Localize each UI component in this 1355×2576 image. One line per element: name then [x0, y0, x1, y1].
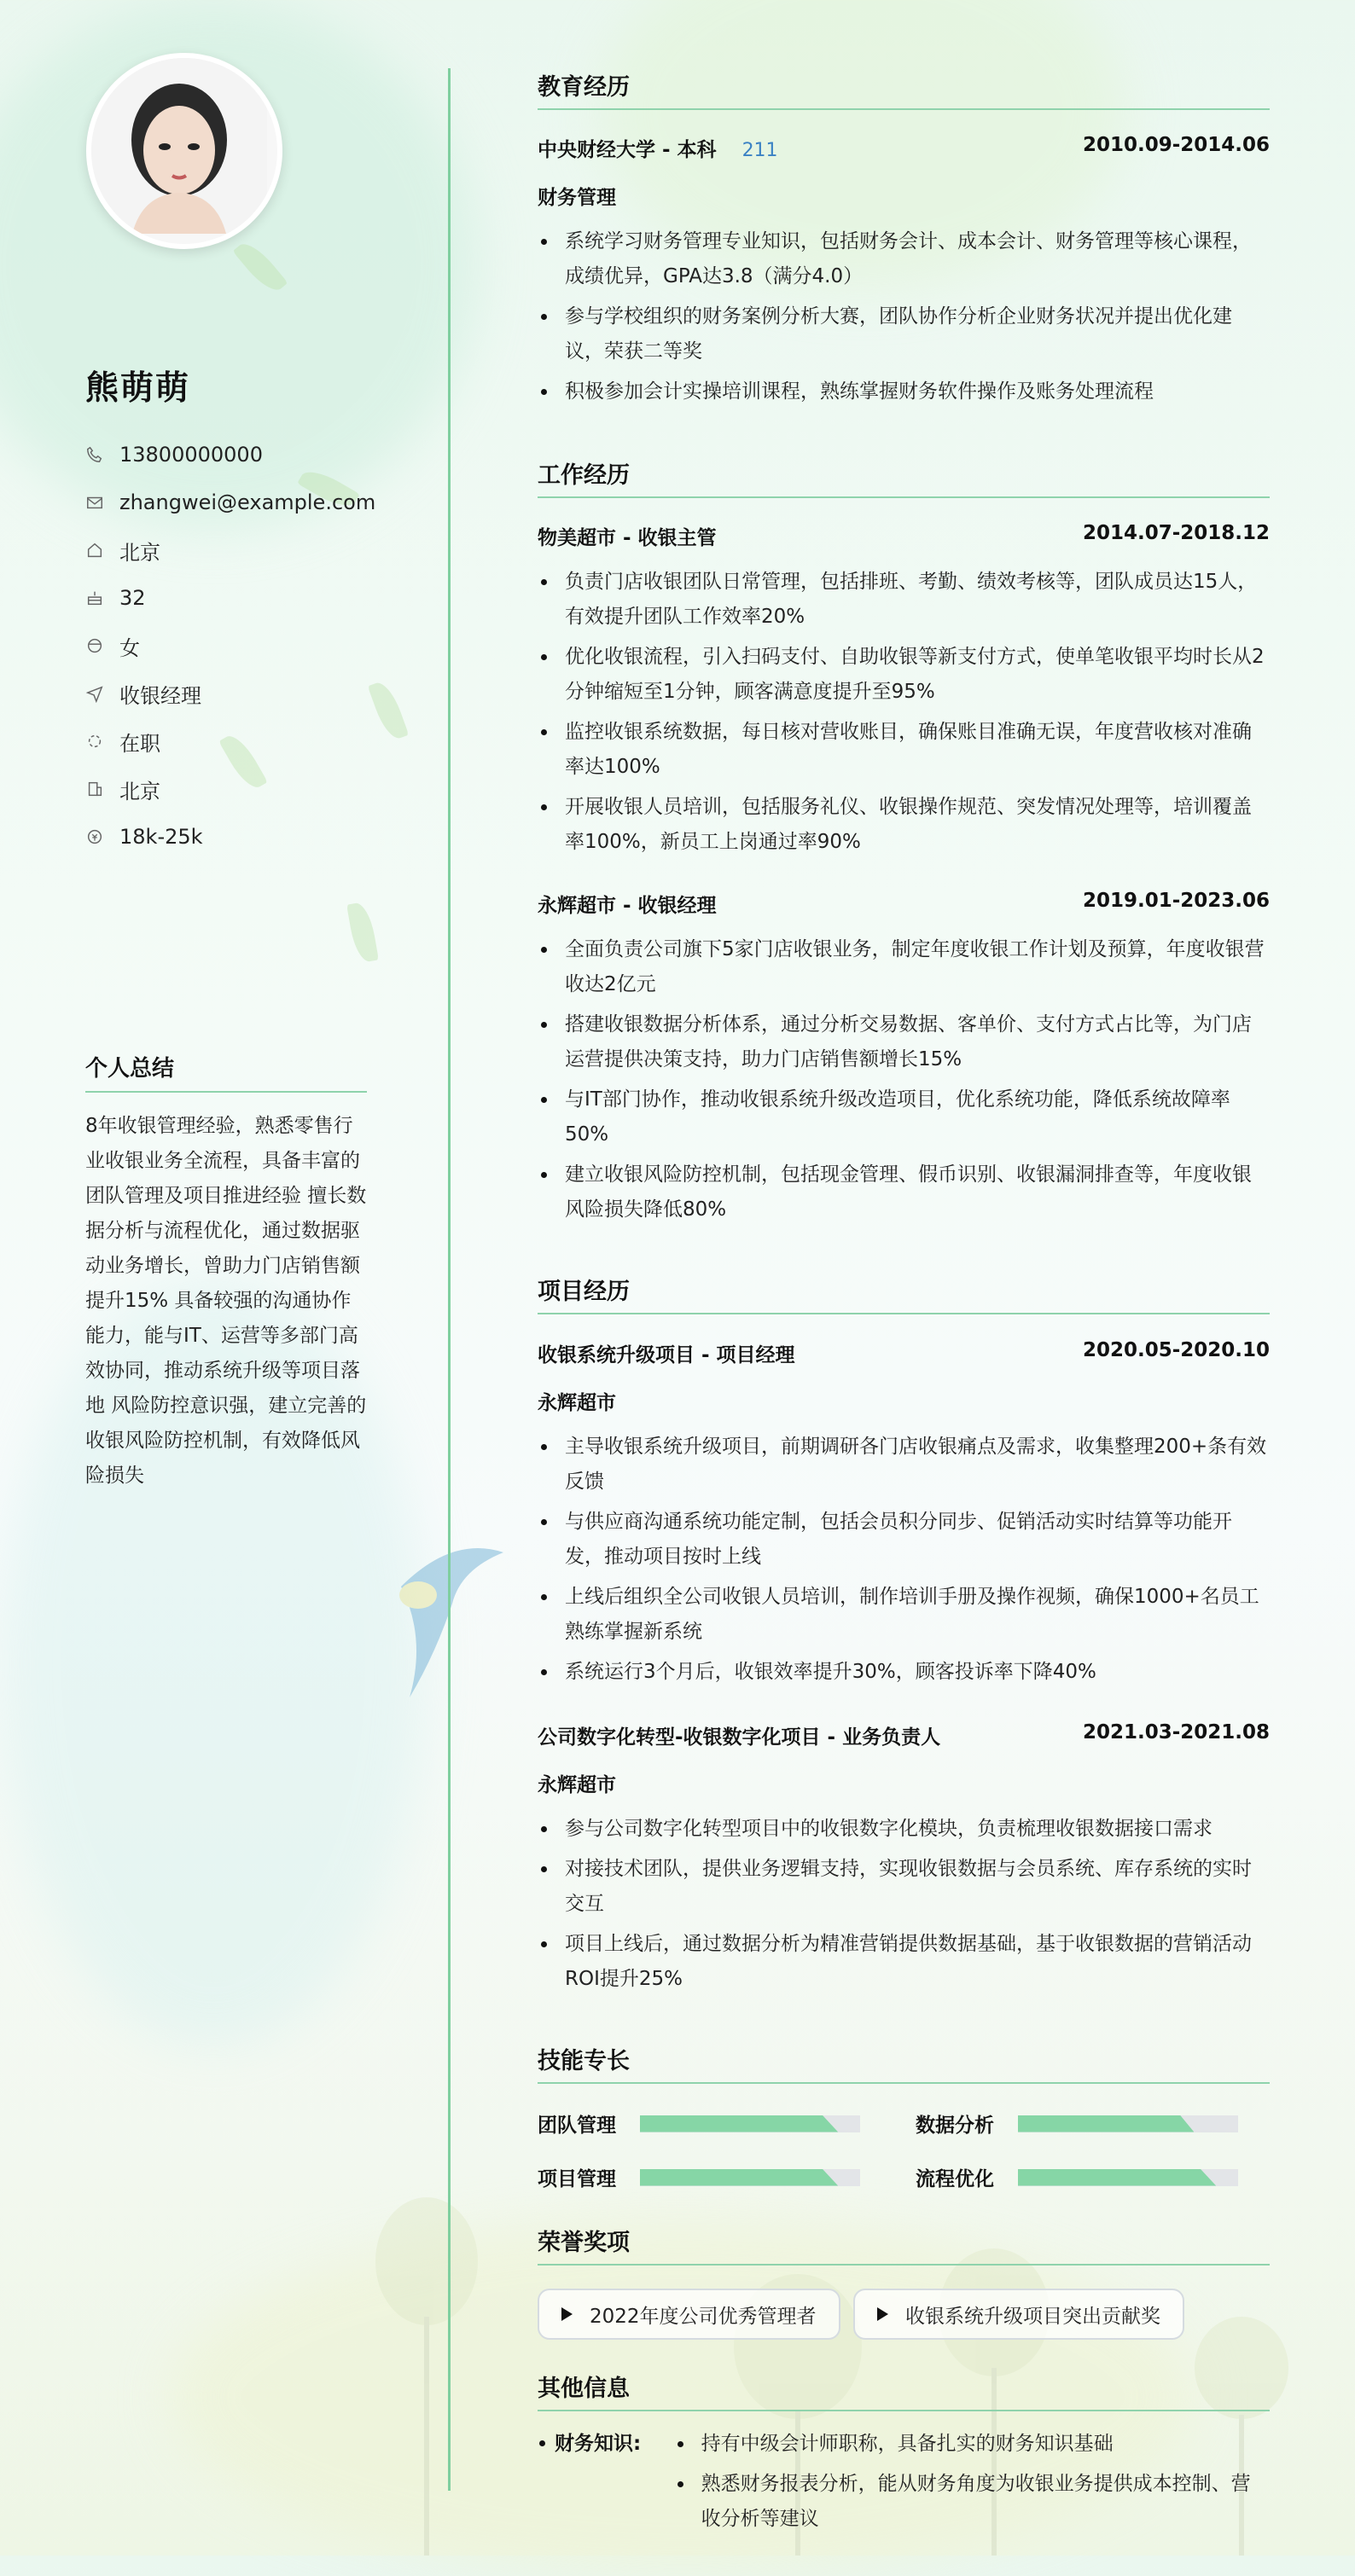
status-row — [85, 717, 375, 765]
skill-item — [538, 2163, 860, 2191]
project-org: 永辉超市 — [538, 1392, 616, 1414]
awards-title: 荣誉奖项 — [538, 2224, 1270, 2266]
play-icon — [561, 2307, 573, 2321]
list-item: 系统学习财务管理专业知识，包括财务会计、成本会计、财务管理等核心课程，成绩优异，GPA达3.8（满分4.0） — [538, 224, 1270, 294]
skill-bar — [640, 2169, 860, 2186]
tree-decoration — [375, 2197, 478, 2556]
list-item: 监控收银系统数据，每日核对营收账目，确保账目准确无误，年度营收核对准确率达100% — [538, 715, 1270, 785]
other-title: 其他信息 — [538, 2370, 1270, 2411]
project-header — [538, 1339, 1270, 1367]
work-title: 工作经历 — [538, 456, 1270, 498]
bird-illustration — [375, 1535, 512, 1706]
city-value: 北京 — [119, 779, 160, 804]
skill-bar-fill — [640, 2115, 838, 2132]
city-row — [85, 765, 375, 813]
education-title: 教育经历 — [538, 68, 1270, 110]
gender-value: 女 — [119, 635, 140, 660]
list-item: 搭建收银数据分析体系，通过分析交易数据、客单价、支付方式占比等，为门店运营提供决策支持，助力门店销售额增长15% — [538, 1007, 1270, 1077]
phone-row — [85, 431, 375, 479]
age-value: 32 — [119, 586, 146, 610]
list-item: 负责门店收银团队日常管理，包括排班、考勤、绩效考核等，团队成员达15人，有效提升团队工作效率20% — [538, 565, 1270, 635]
projects-title: 项目经历 — [538, 1273, 1270, 1314]
leaf-decoration — [346, 901, 379, 963]
project-org: 永辉超市 — [538, 1774, 616, 1796]
summary-text: 8年收银管理经验，熟悉零售行业收银业务全流程，具备丰富的团队管理及项目推进经验 擅长数据分析与流程优化，通过数据驱动业务增长，曾助力门店销售额提升15% 具备较强的沟通协作能力，能与IT、运营等多部门高效协同，推动系统升级等项目落地 风险防控意识强，建立完善的收银风险防控机制，有效降低风险损失 — [85, 1115, 367, 1487]
bullet-dot — [538, 2427, 555, 2542]
job-date: 2019.01-2023.06 — [1082, 890, 1270, 912]
email-value: zhangwei@example.com — [119, 490, 376, 514]
candidate-name: 熊萌萌 — [85, 369, 191, 408]
other-info — [538, 2427, 1270, 2542]
award-item — [853, 2289, 1184, 2340]
column-divider — [448, 68, 451, 2491]
location-value: 北京 — [119, 540, 160, 565]
list-item: 开展收银人员培训，包括服务礼仪、收银操作规范、突发情况处理等，培训覆盖率100%，新员工上岗通过率90% — [538, 790, 1270, 860]
list-item: 与IT部门协作，推动收银系统升级改造项目，优化系统功能，降低系统故障率50% — [538, 1082, 1270, 1152]
building-icon — [85, 780, 104, 798]
job-header — [538, 890, 1270, 918]
phone-icon — [85, 445, 104, 464]
job-bullets — [538, 565, 1270, 865]
list-item: 建立收银风险防控机制，包括现金管理、假币识别、收银漏洞排查等，年度收银风险损失降低80% — [538, 1157, 1270, 1227]
mail-icon — [85, 493, 104, 512]
skill-item — [916, 2163, 1238, 2191]
skill-bar — [1018, 2169, 1238, 2186]
email-row — [85, 479, 375, 526]
list-item: 优化收银流程，引入扫码支付、自助收银等新支付方式，使单笔收银平均时长从2分钟缩短至1分钟，顾客满意度提升至95% — [538, 640, 1270, 710]
award-label: 2022年度公司优秀管理者 — [590, 2305, 817, 2328]
skill-name: 流程优化 — [916, 2168, 994, 2190]
status-icon — [85, 732, 104, 751]
phone-value: 13800000000 — [119, 443, 263, 467]
contact-info — [85, 431, 375, 861]
list-item: 参与公司数字化转型项目中的收银数字化模块，负责梳理收银数据接口需求 — [538, 1812, 1270, 1847]
skill-bar-fill — [640, 2169, 838, 2186]
skills-title: 技能专长 — [538, 2042, 1270, 2084]
send-icon — [85, 684, 104, 703]
project-name: 公司数字化转型-收银数字化项目 - 业务负责人 — [538, 1726, 941, 1749]
list-item: 系统运行3个月后，收银效率提升30%，顾客投诉率下降40% — [538, 1655, 1270, 1690]
project-header — [538, 1721, 1270, 1749]
list-item: 熟悉财务报表分析，能从财务角度为收银业务提供成本控制、营收分析等建议 — [674, 2467, 1270, 2537]
education-header — [538, 134, 1270, 162]
skill-name: 项目管理 — [538, 2168, 616, 2190]
other-row — [538, 2427, 1270, 2542]
education-bullets — [538, 224, 1270, 415]
award-label: 收银系统升级项目突出贡献奖 — [905, 2305, 1160, 2328]
skill-item — [538, 2109, 860, 2138]
age-row — [85, 574, 375, 622]
job-header — [538, 522, 1270, 550]
list-item: 主导收银系统升级项目，前期调研各门店收银痛点及需求，收集整理200+条有效反馈 — [538, 1430, 1270, 1500]
salary-value: 18k-25k — [119, 825, 203, 849]
job-company: 永辉超市 - 收银经理 — [538, 895, 717, 917]
skill-item — [916, 2109, 1238, 2138]
other-label: 财务知识: — [554, 2433, 642, 2455]
project-name: 收银系统升级项目 - 项目经理 — [538, 1344, 795, 1366]
list-item: 项目上线后，通过数据分析为精准营销提供数据基础，基于收银数据的营销活动ROI提升25% — [538, 1927, 1270, 1997]
other-bullets — [674, 2427, 1270, 2542]
list-item: 持有中级会计师职称，具备扎实的财务知识基础 — [674, 2427, 1270, 2462]
summary-title: 个人总结 — [85, 1051, 367, 1093]
school-line — [538, 134, 778, 162]
status-value: 在职 — [119, 731, 160, 756]
skill-name: 数据分析 — [916, 2115, 994, 2137]
education-major: 财务管理 — [538, 187, 616, 209]
list-item: 参与学校组织的财务案例分析大赛，团队协作分析企业财务状况并提出优化建议，荣获二等奖 — [538, 299, 1270, 369]
avatar — [86, 53, 282, 249]
skill-bar-fill — [1018, 2115, 1194, 2132]
list-item: 与供应商沟通系统功能定制，包括会员积分同步、促销活动实时结算等功能开发，推动项目按时上线 — [538, 1505, 1270, 1575]
school-tag: 211 — [741, 140, 778, 161]
position-value: 收银经理 — [119, 683, 201, 708]
play-icon — [877, 2307, 888, 2321]
cake-icon — [85, 589, 104, 607]
job-date: 2014.07-2018.12 — [1082, 522, 1270, 544]
project-date: 2020.05-2020.10 — [1082, 1339, 1270, 1361]
list-item: 上线后组织全公司收银人员培训，制作培训手册及操作视频，确保1000+名员工熟练掌握新系统 — [538, 1580, 1270, 1650]
gender-row — [85, 622, 375, 670]
skill-bar-fill — [1018, 2169, 1216, 2186]
money-icon — [85, 827, 104, 846]
home-icon — [85, 541, 104, 560]
job-company: 物美超市 - 收银主管 — [538, 527, 717, 549]
list-item: 对接技术团队，提供业务逻辑支持，实现收银数据与会员系统、库存系统的实时交互 — [538, 1852, 1270, 1922]
skill-bar — [1018, 2115, 1238, 2132]
school-name: 中央财经大学 - 本科 — [538, 139, 717, 161]
project-bullets — [538, 1812, 1270, 2002]
project-date: 2021.03-2021.08 — [1082, 1721, 1270, 1743]
avatar-portrait — [91, 58, 267, 234]
education-date: 2010.09-2014.06 — [1082, 134, 1270, 156]
award-item — [538, 2289, 840, 2340]
list-item: 全面负责公司旗下5家门店收银业务，制定年度收银工作计划及预算，年度收银营收达2亿元 — [538, 932, 1270, 1002]
skill-bar — [640, 2115, 860, 2132]
skill-name: 团队管理 — [538, 2115, 616, 2137]
location-row — [85, 526, 375, 574]
job-bullets — [538, 932, 1270, 1233]
position-row — [85, 670, 375, 717]
salary-row — [85, 813, 375, 861]
list-item: 积极参加会计实操培训课程，熟练掌握财务软件操作及账务处理流程 — [538, 374, 1270, 409]
person-icon — [85, 636, 104, 655]
project-bullets — [538, 1430, 1270, 1695]
